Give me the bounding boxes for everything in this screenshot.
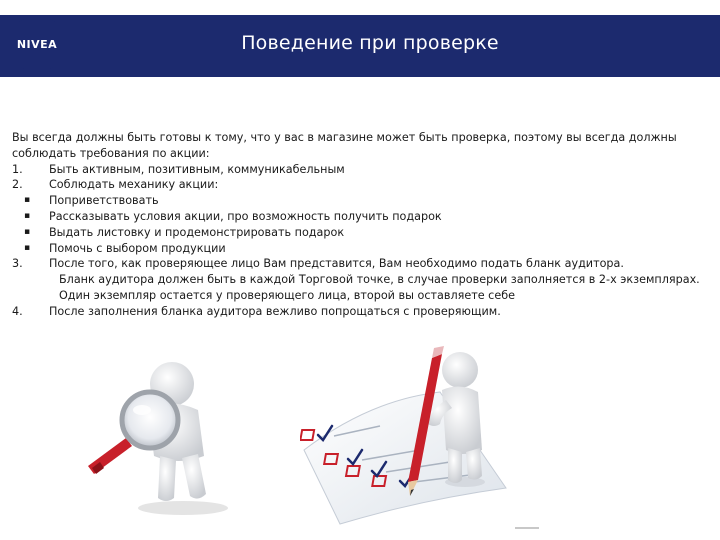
list-item: [12, 177, 702, 193]
requirements-list-cont: [12, 256, 702, 319]
sub-list-item: [12, 193, 702, 209]
sub-list: [12, 193, 702, 256]
sub-list-item: [12, 209, 702, 225]
item-number: 1.: [12, 162, 23, 176]
sub-list-item: [12, 241, 702, 257]
item-text: Быть активным, позитивным, коммуникабельным: [49, 162, 345, 176]
item-text: После того, как проверяющее лицо Вам представится, Вам необходимо подать бланк аудитора.: [49, 257, 624, 271]
bullet-icon: ▪: [24, 195, 31, 206]
logo-text: NIVEA: [16, 37, 58, 51]
item-text: Соблюдать механику акции:: [49, 178, 219, 192]
bullet-icon: ▪: [24, 226, 31, 237]
item-text: После заполнения бланка аудитора вежливо попрощаться с проверяющим.: [49, 304, 501, 318]
content-body: [12, 130, 702, 320]
sub-item-text: Выдать листовку и продемонстрировать подарок: [49, 225, 345, 239]
bullet-icon: ▪: [24, 210, 31, 221]
sub-item-text: Рассказывать условия акции, про возможность получить подарок: [49, 209, 442, 223]
list-item: [12, 256, 702, 303]
item-continuation: Бланк аудитора должен быть в каждой Торговой точке, в случае проверки заполняется в 2-х экземплярах. Один экземпляр остается у проверяющего лица, второй вы оставляете себе: [59, 273, 700, 302]
footer-mark: [515, 527, 539, 529]
intro-text: Вы всегда должны быть готовы к тому, что у вас в магазине может быть проверка, поэтому вы всегда должны соблюдать требования по акции:: [12, 131, 677, 160]
figure-with-pencil-checklist-icon: [300, 340, 510, 525]
list-item: [12, 304, 702, 320]
item-number: 2.: [12, 178, 23, 192]
sub-item-text: Поприветствовать: [49, 194, 159, 208]
nivea-logo: [6, 17, 68, 71]
figure-with-magnifier-icon: [78, 358, 248, 520]
item-number: 4.: [12, 304, 23, 318]
list-item: [12, 162, 702, 178]
item-number: 3.: [12, 257, 23, 271]
bullet-icon: ▪: [24, 242, 31, 253]
sub-item-text: Помочь с выбором продукции: [49, 241, 226, 255]
requirements-list: [12, 162, 702, 194]
page-title: Поведение при проверке: [241, 32, 499, 54]
sub-list-item: [12, 225, 702, 241]
